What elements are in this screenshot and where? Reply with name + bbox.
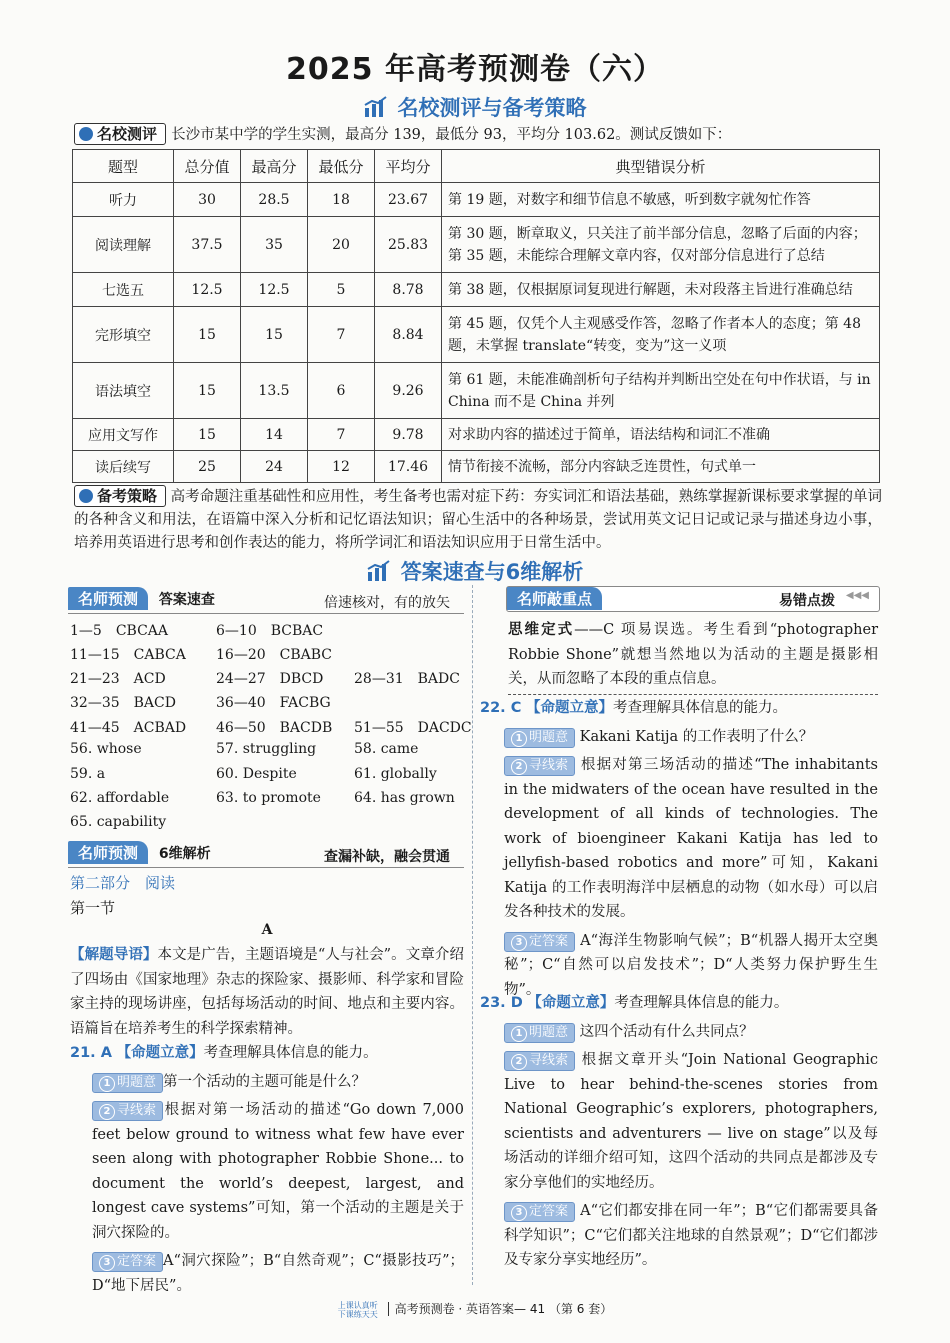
table-cell: 5 bbox=[308, 273, 375, 307]
table-cell: 23.67 bbox=[375, 183, 442, 217]
table-header: 题型 bbox=[73, 150, 174, 183]
table-cell: 情节衔接不流畅，部分内容缺乏连贯性，句式单一 bbox=[442, 451, 880, 483]
answer-item: 11—15 CABCA bbox=[70, 647, 186, 663]
aim-tag: 【命题立意】 bbox=[527, 994, 615, 1011]
table-cell: 15 bbox=[174, 419, 241, 451]
logo-line: 上课认真听 bbox=[337, 1300, 378, 1310]
table-row bbox=[73, 363, 880, 419]
score-table bbox=[72, 149, 880, 483]
step3-pill: 3 定答案 bbox=[504, 1202, 575, 1222]
answers-label: 答案速查 bbox=[158, 592, 215, 608]
logo-line: 下课练天天 bbox=[337, 1309, 378, 1319]
question-number: 21. A bbox=[70, 1045, 112, 1061]
table-cell: 20 bbox=[308, 217, 375, 273]
answer-item: 61. globally bbox=[354, 766, 437, 782]
table-cell: 阅读理解 bbox=[73, 217, 174, 273]
column-divider bbox=[472, 585, 473, 1285]
section-heading-text: 名校测评与备考策略 bbox=[397, 96, 587, 120]
answers-header bbox=[68, 587, 464, 614]
strategy-tag-label: 备考策略 bbox=[97, 487, 158, 505]
answer-item: 21—23 ACD bbox=[70, 671, 166, 687]
pill-label: 寻线索 bbox=[529, 758, 569, 773]
table-cell: 15 bbox=[174, 363, 241, 419]
table-cell: 25.83 bbox=[375, 217, 442, 273]
pill-label: 明题意 bbox=[117, 1074, 157, 1090]
table-cell: 25 bbox=[174, 451, 241, 483]
answer-item: 62. affordable bbox=[70, 790, 170, 806]
table-cell: 读后续写 bbox=[73, 451, 174, 483]
bar-chart-icon bbox=[364, 96, 388, 123]
answer-item: 63. to promote bbox=[216, 790, 321, 806]
table-row bbox=[73, 307, 880, 363]
answer-item: 28—31 BADC bbox=[354, 671, 460, 687]
answer-item: 58. came bbox=[354, 741, 419, 757]
table-header-row bbox=[73, 150, 880, 183]
tag-dot-icon bbox=[79, 127, 93, 141]
evaluation-tag bbox=[74, 123, 166, 145]
table-cell: 第 38 题，仅根据原词复现进行解题，未对段落主旨进行准确总结 bbox=[442, 273, 880, 307]
step1-text: Kakani Katija 的工作表明了什么？ bbox=[579, 728, 814, 745]
step2-pill: 2 寻线索 bbox=[504, 756, 575, 776]
tip-box bbox=[508, 618, 878, 695]
answer-item: 1—5 CBCAA bbox=[70, 623, 169, 639]
table-row bbox=[73, 183, 880, 217]
footer-logo bbox=[338, 1301, 378, 1319]
section-heading-answers bbox=[0, 556, 950, 587]
table-cell: 七选五 bbox=[73, 273, 174, 307]
step3-text: A“海洋生物影响气候”；B“机器人揭开太空奥秘”；C“自然可以启发技术”；D“人类努力保护野生生物”。 bbox=[504, 932, 879, 998]
table-cell: 听力 bbox=[73, 183, 174, 217]
answer-item: 41—45 ACBAD bbox=[70, 720, 187, 736]
step1-pill: 1 明题意 bbox=[92, 1073, 163, 1093]
step2-pill: 2 寻线索 bbox=[504, 1051, 575, 1071]
table-row bbox=[73, 217, 880, 273]
table-cell: 9.78 bbox=[375, 419, 442, 451]
table-cell: 8.84 bbox=[375, 307, 442, 363]
aim-text: 考查理解具体信息的能力。 bbox=[614, 995, 789, 1011]
question-21 bbox=[70, 1041, 464, 1298]
table-cell: 15 bbox=[241, 307, 308, 363]
table-cell: 30 bbox=[174, 183, 241, 217]
table-cell: 12.5 bbox=[241, 273, 308, 307]
aim-text: 考查理解具体信息的能力。 bbox=[613, 700, 787, 716]
question-number: 23. D bbox=[480, 995, 523, 1011]
table-cell: 24 bbox=[241, 451, 308, 483]
answer-item: 51—55 DACDC bbox=[354, 720, 472, 736]
table-cell: 7 bbox=[308, 307, 375, 363]
table-cell: 9.26 bbox=[375, 363, 442, 419]
part-heading: 第二部分 阅读 bbox=[70, 874, 176, 892]
evaluation-tag-label: 名校测评 bbox=[97, 125, 158, 143]
table-cell: 7 bbox=[308, 419, 375, 451]
table-cell: 15 bbox=[174, 307, 241, 363]
section-heading-evaluation bbox=[0, 92, 950, 123]
table-row bbox=[73, 451, 880, 483]
evaluation-intro: 长沙市某中学的学生实测，最高分 139，最低分 93，平均分 103.62。测试反馈如下： bbox=[171, 127, 732, 143]
table-cell: 第 19 题，对数字和细节信息不敏感，听到数字就匆忙作答 bbox=[442, 183, 880, 217]
answer-item: 6—10 BCBAC bbox=[216, 623, 324, 639]
table-cell: 6 bbox=[308, 363, 375, 419]
answer-item: 59. a bbox=[70, 766, 106, 782]
footer-text: 高考预测卷 · 英语答案— 41 （第 6 套） bbox=[388, 1302, 613, 1316]
table-cell: 对求助内容的描述过于简单，语法结构和词汇不准确 bbox=[442, 419, 880, 451]
table-cell: 语法填空 bbox=[73, 363, 174, 419]
step2-text: 根据对第一场活动的描述“Go down 7,000 feet below ground to witness what few have ever seen along with photographer Robbie Shone... to document the world’s deepest, largest, and longest cave systems”可知，第一个活动的主题是关于洞穴探险的。 bbox=[92, 1102, 464, 1241]
table-cell: 17.46 bbox=[375, 451, 442, 483]
analysis-tab: 名师预测 bbox=[68, 841, 148, 864]
answers-tab: 名师预测 bbox=[68, 587, 148, 610]
answer-item: 56. whose bbox=[70, 741, 142, 757]
step1-text: 第一个活动的主题可能是什么？ bbox=[163, 1073, 367, 1090]
table-cell: 12 bbox=[308, 451, 375, 483]
table-cell: 第 45 题，仅凭个人主观感受作答，忽略了作者本人的态度；第 48 题，未掌握 translate“转变，变为”这一义项 bbox=[442, 307, 880, 363]
passage-label: A bbox=[261, 922, 273, 938]
table-cell: 第 30 题，断章取义，只关注了前半部分信息，忽略了后面的内容；第 35 题，未能综合理解文章内容，仅对部分信息进行了总结 bbox=[442, 217, 880, 273]
step2-text: 根据对第三场活动的描述“The inhabitants in the midwaters of the ocean have resulted in the development of all kinds of technologies. The work of bioengineer Kakani Katija has led to jellyfish-based robotics and more”可知，Kakani Katija 的工作表明海洋中层栖息的动物（如水母）可以启发各种技术的发展。 bbox=[504, 757, 879, 920]
table-cell: 完形填空 bbox=[73, 307, 174, 363]
step1-pill: 1 明题意 bbox=[504, 728, 575, 748]
section-label: 第一节 bbox=[70, 899, 116, 917]
table-cell: 14 bbox=[241, 419, 308, 451]
step3-pill: 3 定答案 bbox=[504, 932, 575, 952]
page-footer bbox=[0, 1300, 950, 1319]
strategy-block bbox=[74, 485, 882, 555]
table-cell: 35 bbox=[241, 217, 308, 273]
pill-label: 寻线索 bbox=[117, 1103, 157, 1118]
table-cell: 37.5 bbox=[174, 217, 241, 273]
page-title: 2025 年高考预测卷（六） bbox=[286, 52, 664, 87]
pill-label: 定答案 bbox=[529, 1204, 569, 1219]
section-heading-text: 答案速查与6维解析 bbox=[400, 560, 584, 584]
bar-chart-icon bbox=[367, 560, 391, 587]
table-header: 最低分 bbox=[308, 150, 375, 183]
answer-item: 57. struggling bbox=[216, 741, 317, 757]
table-cell: 第 61 题，未能准确剖析句子结构并判断出空处在句中作状语，与 in China 而不是 China 并列 bbox=[442, 363, 880, 419]
answer-item: 65. capability bbox=[70, 814, 167, 830]
tip-tab: 名师敲重点 bbox=[507, 587, 602, 610]
pill-label: 明题意 bbox=[529, 729, 569, 745]
question-23 bbox=[480, 991, 878, 1273]
answer-item: 16—20 CBABC bbox=[216, 647, 332, 663]
strategy-tag bbox=[74, 485, 166, 507]
pill-label: 定答案 bbox=[529, 933, 569, 949]
arrows-icon: ◀◀◀ bbox=[845, 590, 869, 601]
question-number: 22. C bbox=[480, 700, 522, 716]
table-cell: 28.5 bbox=[241, 183, 308, 217]
table-header: 总分值 bbox=[174, 150, 241, 183]
step2-pill: 2 寻线索 bbox=[92, 1101, 163, 1121]
table-cell: 应用文写作 bbox=[73, 419, 174, 451]
step1-text: 这四个活动有什么共同点？ bbox=[579, 1023, 754, 1040]
step3-pill: 3 定答案 bbox=[92, 1252, 163, 1272]
aim-text: 考查理解具体信息的能力。 bbox=[203, 1045, 378, 1061]
tip-header bbox=[506, 586, 880, 612]
table-header: 典型错误分析 bbox=[442, 150, 880, 183]
pill-label: 寻线索 bbox=[529, 1053, 569, 1068]
question-22 bbox=[480, 696, 878, 1002]
answer-item: 64. has grown bbox=[354, 790, 455, 806]
aim-tag: 【命题立意】 bbox=[526, 699, 613, 716]
analysis-label: 6维解析 bbox=[158, 846, 211, 862]
step3-text: A“它们都安排在同一年”；B“它们都需要具备科学知识”；C“它们都关注地球的自然景观”；D“它们都涉及专家分享实地经历”。 bbox=[504, 1203, 879, 1268]
analysis-slogan: 查漏补缺，融会贯通 bbox=[324, 849, 450, 865]
tag-dot-icon bbox=[79, 489, 93, 503]
table-row bbox=[73, 419, 880, 451]
answer-item: 32—35 BACD bbox=[70, 695, 176, 711]
answer-item: 24—27 DBCD bbox=[216, 671, 324, 687]
tip-text: ——C 项易误选。考生看到“photographer Robbie Shone”就想当然地以为活动的主题是摄影相关，从而忽略了本段的重点信息。 bbox=[508, 622, 879, 687]
pill-label: 定答案 bbox=[117, 1254, 157, 1269]
tip-label: 易错点拨 bbox=[779, 593, 835, 609]
guide-label: 【解题导语】 bbox=[70, 946, 158, 963]
guide-text: 本文是广告，主题语境是“人与社会”。文章介绍了四场由《国家地理》杂志的探险家、摄影师、科学家和冒险家主持的现场讲座，包括每场活动的时间、地点和主要内容。语篇旨在培养考生的科学探索精神。 bbox=[70, 947, 464, 1037]
step2-text: 根据文章开头“Join National Geographic Live to hear behind-the-scenes stories from National Geographic’s explorers, photographers, scientists and adventurers — live on stage”以及每场活动的详细介绍可知，这四个活动的共同点是都涉及专家分享他们的实地经历。 bbox=[504, 1052, 878, 1191]
analysis-header bbox=[68, 841, 464, 868]
answer-item: 60. Despite bbox=[216, 766, 297, 782]
guide-paragraph bbox=[70, 943, 464, 1041]
aim-tag: 【命题立意】 bbox=[116, 1044, 204, 1061]
table-header: 平均分 bbox=[375, 150, 442, 183]
table-header: 最高分 bbox=[241, 150, 308, 183]
strategy-text: 高考命题注重基础性和应用性，考生备考也需对症下药：夯实词汇和语法基础，熟练掌握新课标要求掌握的单词的各种含义和用法，在语篇中深入分析和记忆语法知识；留心生活中的各种场景，尝试用英文记日记或记录与描述身边小事，培养用英语进行思考和创作表达的能力，将所学词汇和语法知识应用于日常生活中。 bbox=[74, 489, 883, 551]
table-cell: 18 bbox=[308, 183, 375, 217]
answer-item: 46—50 BACDB bbox=[216, 720, 333, 736]
pill-label: 明题意 bbox=[529, 1024, 569, 1040]
table-row bbox=[73, 273, 880, 307]
answer-item: 36—40 FACBG bbox=[216, 695, 331, 711]
table-cell: 13.5 bbox=[241, 363, 308, 419]
table-cell: 8.78 bbox=[375, 273, 442, 307]
tip-head: 思维定式 bbox=[508, 622, 575, 638]
table-cell: 12.5 bbox=[174, 273, 241, 307]
step3-text: A“洞穴探险”；B“自然奇观”；C“摄影技巧”；D“地下居民”。 bbox=[92, 1253, 464, 1294]
answers-slogan: 倍速核对，有的放矢 bbox=[324, 595, 450, 611]
step1-pill: 1 明题意 bbox=[504, 1023, 575, 1043]
